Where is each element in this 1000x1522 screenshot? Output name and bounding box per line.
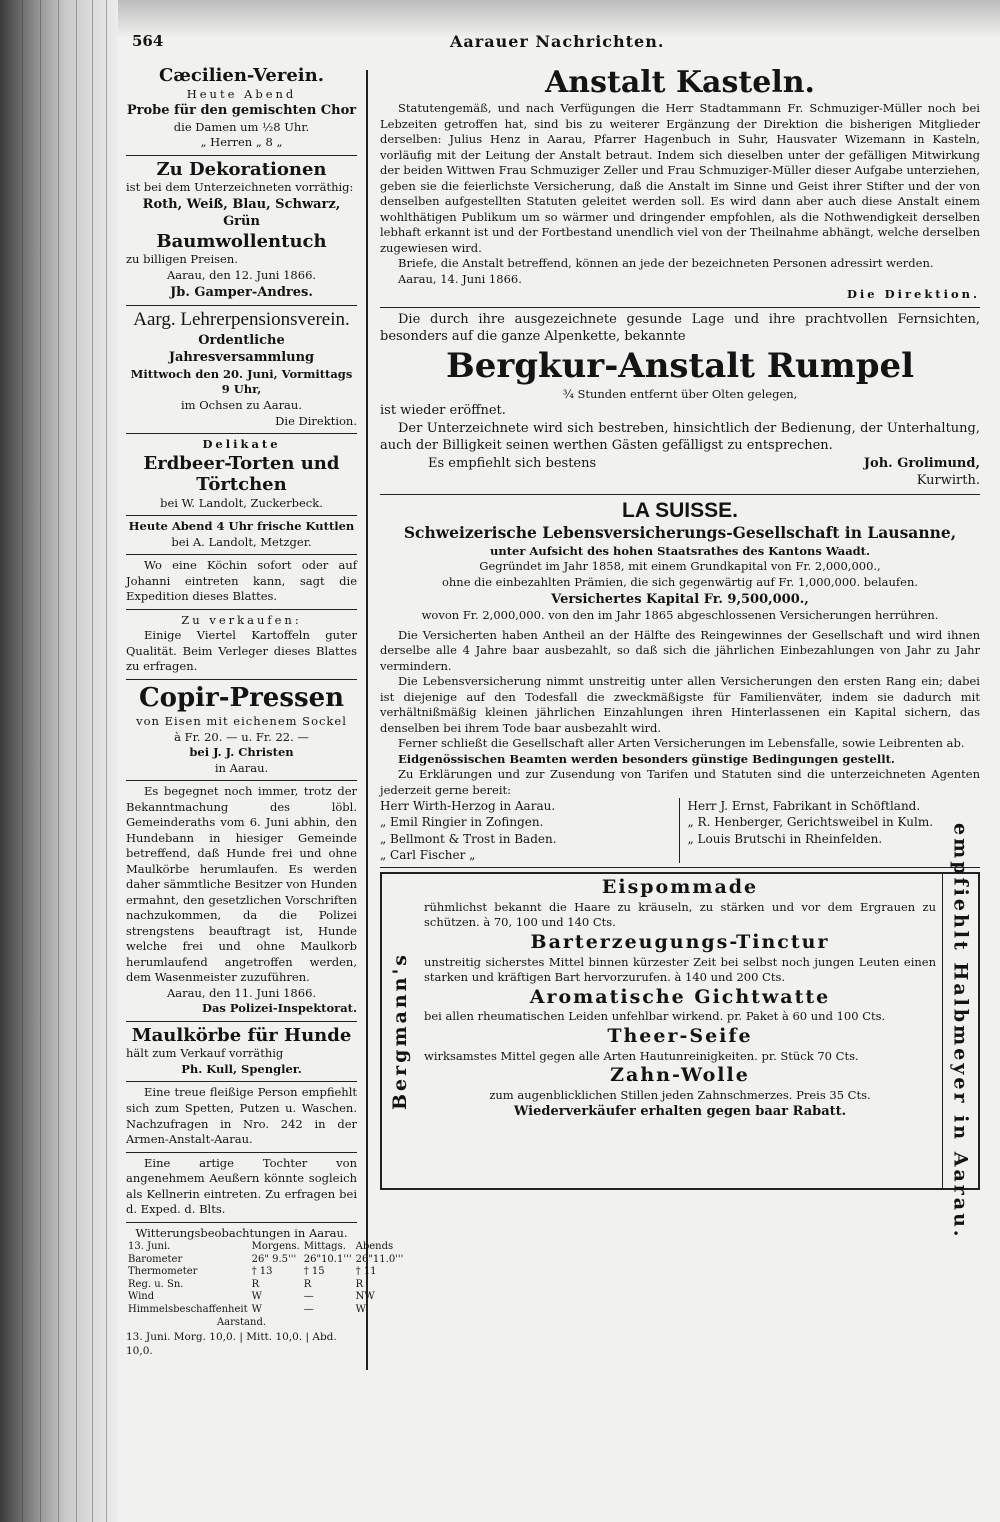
product-title: Theer-Seife — [607, 1024, 753, 1047]
list-item: „ Carl Fischer „ — [380, 847, 476, 862]
table-row: Barometer 26" 9.5''' 26"10.1''' 26"11.0''' — [128, 1253, 404, 1265]
list-item: Herr J. Ernst, Fabrikant in Schöftland. — [687, 799, 921, 814]
product-title: Zahn-Wolle — [610, 1064, 750, 1087]
ad-title: Anstalt Kasteln. — [545, 65, 815, 100]
notice-hundebann: Es begegnet noch immer, trotz der Bekanntmachung des löbl. Gemeinderaths vom 6. Juni abhin, den Hundebann in hiesiger Gemeinde betreffend, daß Hunde frei und ohne Maulkörbe herumlaufen. Es werden daher sämmtliche Besitzer von Hunden ermahnt, den gesetzlichen Vorschriften nachzukommen, da die Polizei strengstens beauftragt ist, Hunde welche frei und ohne Maulkorb herumlaufend angetroffen werden, dem Wasenmeister zuzuführen. Aarau, den 11. Juni 1866. Das Polizei-Inspektorat. — [126, 781, 357, 1022]
table-row: Thermometer † 13 † 15 † 11 — [128, 1266, 377, 1278]
table-row: Wind W — NW — [128, 1291, 375, 1303]
table-row: Himmelsbeschaffenheit W — W — [128, 1303, 366, 1315]
ad-lehrerpensionsverein: Aarg. Lehrerpensionsverein. Ordentliche Jahresversammlung Mittwoch den 20. Juni, Vormittags 9 Uhr, im Ochsen zu Aarau. Die Direktion. — [126, 306, 357, 434]
list-item: „ Louis Brutschi in Rheinfelden. — [687, 831, 883, 846]
list-item: Herr Wirth-Herzog in Aarau. — [380, 799, 556, 814]
newspaper-page — [118, 0, 1000, 1522]
signature: Die Direktion. — [846, 287, 980, 302]
signature: Das Polizei-Inspektorat. — [202, 1001, 357, 1016]
ad-erdbeer-torten: Delikate Erdbeer-Torten und Törtchen bei W. Landolt, Zuckerbeck. — [126, 434, 357, 516]
table-row: Reg. u. Sn. R R R — [128, 1278, 364, 1290]
signature: Die Direktion. — [275, 413, 357, 428]
ad-title: Maulkörbe für Hunde — [131, 1024, 352, 1046]
ad-title: Aarg. Lehrerpensionsverein. — [133, 309, 350, 331]
ad-title: Bergkur-Anstalt Rumpel — [445, 345, 915, 386]
list-item: „ Bellmont & Trost in Baden. — [380, 831, 557, 846]
right-column — [374, 30, 986, 1240]
ad-kartoffeln: Zu verkaufen: Einige Viertel Kartoffeln guter Qualität. Beim Verleger dieses Blattes zu erfragen. — [126, 610, 357, 680]
ad-koechin: Wo eine Köchin sofort oder auf Johanni eintreten kann, sagt die Expedition dieses Blattes. — [126, 555, 357, 610]
journal-title: Aarauer Nachrichten. — [450, 32, 665, 51]
list-item: „ Emil Ringier in Zofingen. — [380, 815, 544, 830]
ad-dekorationen: Zu Dekorationen ist bei dem Unterzeichneten vorräthig: Roth, Weiß, Blau, Schwarz, Grün Baumwollentuch zu billigen Preisen. Aarau, den 12. Juni 1866. Jb. Gamper-Andres. — [126, 156, 357, 306]
ad-caecilien: Cæcilien-Verein. Heute Abend Probe für den gemischten Chor die Damen um ½8 Uhr. „ Herren „ 8 „ — [126, 62, 357, 156]
ad-person: Eine treue fleißige Person empfiehlt sich zum Spetten, Putzen u. Waschen. Nachzufragen in Nro. 242 in der Armen-Anstalt-Aarau. — [126, 1082, 357, 1152]
bergmann-vertical-label: Bergmann's — [389, 951, 411, 1110]
weather-title: Witterungsbeobachtungen in Aarau. — [135, 1225, 348, 1240]
list-item: „ R. Henberger, Gerichtsweibel in Kulm. — [687, 815, 934, 830]
signature: Joh. Grolimund, — [863, 455, 980, 471]
weather-observations: Witterungsbeobachtungen in Aarau. 13. Juni. Morgens. Mittags. Abends Barometer 26" 9.5''' 26"10.1''' 26"11.0''' Thermometer † 13 † 15 † 11 Reg. u. Sn. R R R Wind W — NW Himmelsbeschaffenheit W — W Aarstand. 13. Juni. Morg. 10,0. | Mitt. 10,0. | Abd. 10,0. — [126, 1225, 404, 1357]
reseller-note: Wiederverkäufer erhalten gegen baar Rabatt. — [513, 1104, 847, 1120]
ad-tochter: Eine artige Tochter von angenehmem Aeußern könnte sogleich als Kellnerin eintreten. Zu erfragen bei d. Exped. d. Blts. — [126, 1153, 357, 1223]
weather-table — [126, 1241, 405, 1316]
page-number: 564 — [132, 32, 164, 50]
product-title: Barterzeugungs-Tinctur — [530, 930, 830, 953]
book-page-edges — [0, 0, 118, 1522]
product-title: Eispommade — [601, 875, 759, 898]
weather-header-row: 13. Juni. Morgens. Mittags. Abends — [128, 1241, 394, 1253]
ad-bergmann-products: Bergmann's Eispommade rühmlichst bekannt die Haare zu kräuseln, zu stärken und vor dem Ergrauen zu schützen. à 70, 100 und 140 Cts. Barterzeugungs-Tinctur unstreitig sicherstes Mittel binnen kürzester Zeit bei selbst noch jungen Leuten einen starken und kräftigen Bart hervorzurufen. à 140 und 200 Cts. Aromatische Gichtwatte bei allen rheumatischen Leiden unfehlbar wirkend. pr. Paket à 60 und 100 Cts. Theer-Seife wirksamstes Mittel gegen alle Arten Hautunreinigkeiten. pr. Stück 70 Cts. Zahn-Wolle zum augenblicklichen Stillen jeden Zahnschmerzes. Preis 35 Cts. Wiederverkäufer erhalten gegen baar Rabatt. empfiehlt Halbmeyer in Aarau. — [380, 872, 980, 1190]
agents-list — [380, 798, 980, 863]
ad-la-suisse: LA SUISSE. Schweizerische Lebensversicherungs-Gesellschaft in Lausanne, unter Aufsicht des hohen Staatsrathes des Kantons Waadt. Gegründet im Jahr 1858, mit einem Grundkapital von Fr. 2,000,000., ohne die einbezahlten Prämien, die sich gegenwärtig auf Fr. 1,000,000. belaufen. Versichertes Kapital Fr. 9,500,000., wovon Fr. 2,000,000. von den im Jahr 1865 abgeschlossenen Versicherungen herrühren. Die Versicherten haben Antheil an der Hälfte des Reingewinnes der Gesellschaft und wird ihnen derselbe alle 4 Jahre baar ausbezahlt, so daß sich die jährlichen Einbezahlungen von Jahr zu Jahr vermindern. Die Lebensversicherung nimmt unstreitig unter allen Versicherungen den ersten Rang ein; dabei ist diejenige auf den Todesfall die zweckmäßigste für Familienväter, indem sie dadurch mit verhältnißmäßig kleinen jährlichen Einzahlungen ihren Hinterlassenen ein Kapital sichern, das denselben bei ihrem Tode baar ausbezahlt wird. Ferner schließt die Gesellschaft aller Arten Versicherungen im Lebensfalle, sowie Leibrenten ab. Eidgenössischen Beamten werden besonders günstige Bedingungen gestellt. Zu Erklärungen und zur Zusendung von Tarifen und Statuten sind die unterzeichneten Agenten jederzeit gerne bereit: Herr Wirth-Herzog in Aarau. „ Emil Ringier in Zofingen. „ Bellmont & Trost in Baden. „ Carl Fischer „ Herr J. Ernst, Fabrikant in Schöftland. „ R. Henberger, Gerichtsweibel in Kulm. „ Louis Brutschi in Rheinfelden. — [380, 495, 980, 868]
aarstand-values: 13. Juni. Morg. 10,0. | Mitt. 10,0. | Abd. 10,0. — [126, 1330, 337, 1357]
ad-bergkur-rumpel: Die durch ihre ausgezeichnete gesunde Lage und ihre prachtvollen Fernsichten, besonders auf die ganze Alpenkette, bekannte Bergkur-Anstalt Rumpel ¾ Stunden entfernt über Olten gelegen, ist wieder eröffnet. Der Unterzeichnete wird sich bestreben, hinsichtlich der Bedienung, der Unterhaltung, auch der Billigkeit seinen werthen Gästen gefälligst zu entsprechen. Es empfiehlt sich bestens Joh. Grolimund, Kurwirth. — [380, 308, 980, 495]
product-title: Aromatische Gichtwatte — [529, 985, 831, 1008]
ad-title: Erdbeer-Torten und Törtchen — [143, 452, 340, 496]
ad-copir-pressen: Copir-Pressen von Eisen mit eichenem Sockel à Fr. 20. — u. Fr. 22. — bei J. J. Christen in Aarau. — [126, 680, 357, 781]
ad-kuttlen: Heute Abend 4 Uhr frische Kuttlen bei A. Landolt, Metzger. — [126, 516, 357, 555]
notice-anstalt-kasteln: Anstalt Kasteln. Statutengemäß, und nach Verfügungen die Herr Stadtammann Fr. Schmuziger-Müller noch bei Lebzeiten getroffen hat, sind bis zu weiterer Ergänzung der Direktion die bisherigen Mitglieder derselben: Julius Henz in Aarau, Pfarrer Hagenbuch in Suhr, Hausvater Wizemann in Kasteln, vorläufig mit der Leitung der Anstalt betraut. Indem sich dieselben unter der gefälligen Mitwirkung der beiden Wittwen Frau Schmuziger Zeller und Frau Schmuziger-Müller dieser Aufgabe unterziehen, geben sie die feierlichste Versicherung, daß die Anstalt im Sinne und Geist ihrer Stifter und der von denselben aufgestellten Statuten geleitet werden soll. Es wird dann aber auch diese Anstalt einem wohlthätigen Publikum um so wärmer und dringender empfohlen, als die Nothwendigkeit derselben lebhaft erkannt ist und der Fortbestand unendlich viel von der Theilnahme abhängt, welche derselben zugewiesen wird. Briefe, die Anstalt betreffend, können an jede der bezeichneten Personen adressirt werden. Aarau, 14. Juni 1866. Die Direktion. — [380, 62, 980, 308]
halbmeyer-vertical-label: empfiehlt Halbmeyer in Aarau. — [949, 822, 972, 1240]
ad-maulkoerbe: Maulkörbe für Hunde hält zum Verkauf vorräthig Ph. Kull, Spengler. — [126, 1022, 357, 1083]
ad-title: Copir-Pressen — [138, 682, 345, 713]
column-rule — [366, 70, 368, 1370]
ad-title: LA SUISSE. — [622, 498, 738, 522]
ad-title: Zu Dekorationen — [156, 158, 327, 180]
signature: Jb. Gamper-Andres. — [170, 284, 313, 300]
ad-title: Cæcilien-Verein. — [159, 65, 324, 86]
